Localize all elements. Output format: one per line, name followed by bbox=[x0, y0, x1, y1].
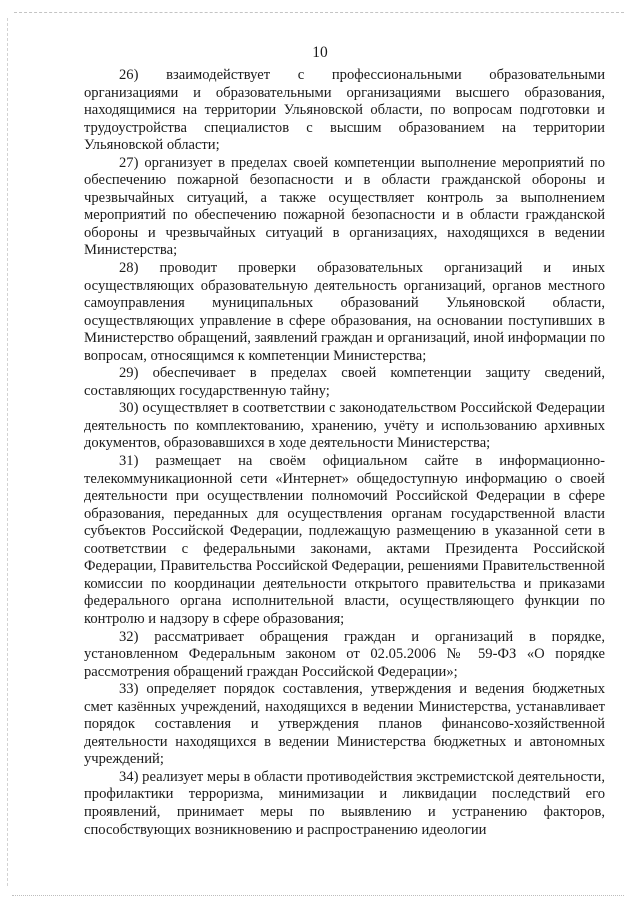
scan-edge-bottom bbox=[12, 895, 624, 896]
paragraph-34: 34) реализует меры в области противодействия экстремистской деятельности, профилактики терроризма, минимизации и ликвидации последствий его проявлений, принимает меры по выявлению и устранению факторов, способствующих возникновению и распространению идеологии bbox=[84, 768, 605, 838]
paragraph-28: 28) проводит проверки образовательных организаций и иных осуществляющих образовательную деятельность организаций, органов местного самоуправления муниципальных образований Ульяновской области, осуществляющих управление в сфере образования, на основании поступивших в Министерство обращений, заявлений граждан и организаций, иной информации по вопросам, относящимся к компетенции Министерства; bbox=[84, 260, 605, 364]
scan-edge-top bbox=[14, 12, 624, 13]
paragraph-27: 27) организует в пределах своей компетенции выполнение мероприятий по обеспечению пожарной безопасности и в области гражданской обороны и чрезвычайных ситуаций, а также осуществляет контроль за выполнением мероприятий по обеспечению пожарной безопасности и в области гражданской обороны и чрезвычайных ситуаций в организациях, находящихся в ведении Министерства; bbox=[84, 154, 605, 259]
paragraph-33: 33) определяет порядок составления, утверждения и ведения бюджетных смет казённых учреждений, находящихся в ведении Министерства, устанавливает порядок составления и утверждения планов финансово-хозяйственной деятельности находящихся в ведении Министерства бюджетных и автономных учреждений; bbox=[84, 681, 605, 768]
paragraph-26: 26) взаимодействует с профессиональными образовательными организациями и образовательными организациями высшего образования, находящимися на территории Ульяновской области, по вопросам подготовки и трудоустройства специалистов с высшим образованием на территории Ульяновской области; bbox=[84, 67, 605, 154]
paragraph-32: 32) рассматривает обращения граждан и организаций в порядке, установленном Федеральным законом от 02.05.2006 № 59-ФЗ «О порядке рассмотрения обращений граждан Российской Федерации»; bbox=[84, 628, 605, 680]
paragraph-31: 31) размещает на своём официальном сайте в информационно-телекоммуникационной сети «Интернет» общедоступную информацию о своей деятельности при осуществлении полномочий Российской Федерации в сфере образования, переданных для осуществления органам государственной власти субъектов Российской Федерации, подлежащую размещению в указанной сети в соответствии с федеральными законами, актами Президента Российской Федерации, Правительства Российской Федерации, решениями Правительственной комиссии по координации деятельности открытого правительства и приказами федерального органа исполнительной власти, осуществляющего функции по контролю и надзору в сфере образования; bbox=[84, 453, 605, 627]
page-number: 10 bbox=[312, 44, 328, 61]
paragraph-29: 29) обеспечивает в пределах своей компетенции защиту сведений, составляющих государственную тайну; bbox=[84, 365, 605, 399]
paragraph-30: 30) осуществляет в соответствии с законодательством Российской Федерации деятельность по комплектованию, хранению, учёту и использованию архивных документов, образовавшихся в ходе деятельности Министерства; bbox=[84, 400, 605, 452]
document-body bbox=[84, 67, 605, 839]
scan-edge-left bbox=[7, 18, 8, 886]
